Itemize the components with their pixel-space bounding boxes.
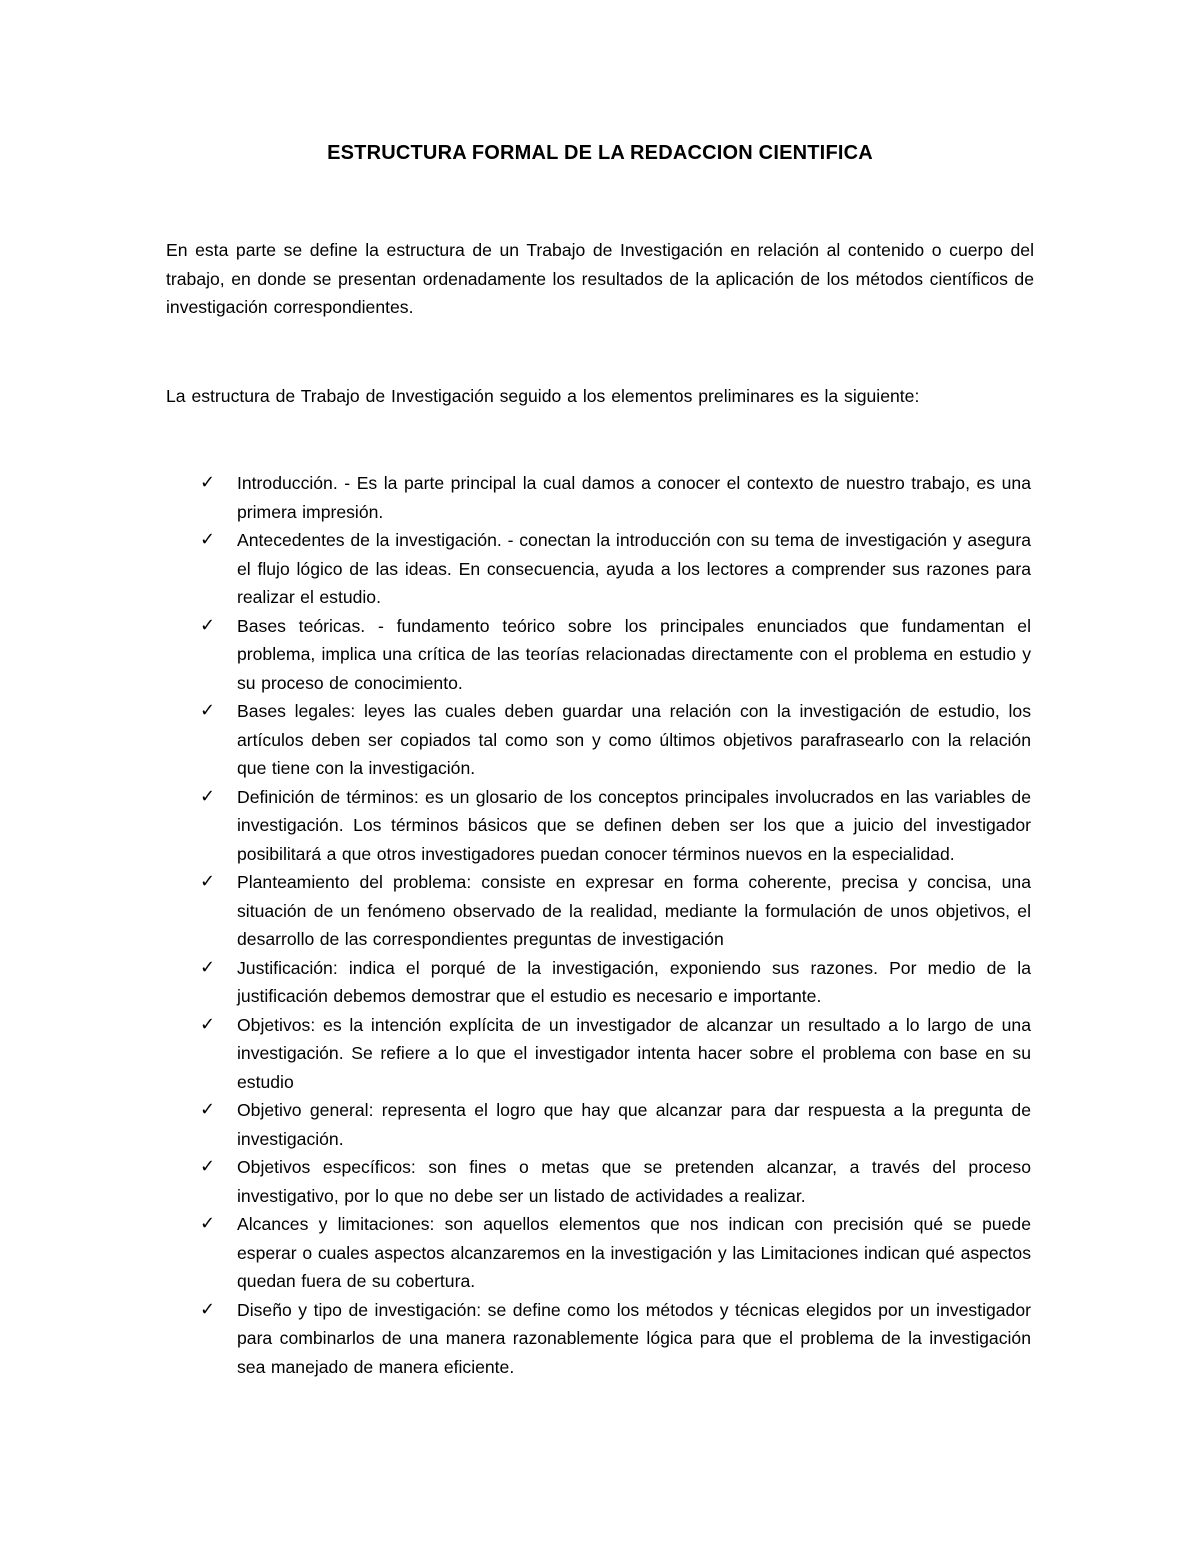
list-item — [0, 697, 1031, 783]
intro-paragraph: En esta parte se define la estructura de un Trabajo de Investigación en relación al contenido o cuerpo del trabajo, en donde se presentan ordenadamente los resultados de la aplicación de los métodos científicos de investigación correspondientes. — [166, 240, 1034, 317]
list-item — [0, 469, 1031, 526]
list-item — [0, 783, 1031, 869]
list-item-text: Bases legales: leyes las cuales deben guardar una relación con la investigación de estudio, los artículos deben ser copiados tal como son y como últimos objetivos parafrasearlo con la relación que tiene con la investigación. — [237, 701, 1031, 778]
list-item-text: Planteamiento del problema: consiste en expresar en forma coherente, precisa y concisa, una situación de un fenómeno observado de la realidad, mediante la formulación de unos objetivos, el desarrollo de las correspondientes preguntas de investigación — [237, 872, 1031, 949]
checkmark-icon: ✓ — [200, 1156, 216, 1177]
list-item-text: Definición de términos: es un glosario de los conceptos principales involucrados en las variables de investigación. Los términos básicos que se definen deben ser los que a juicio del investigador posibilitará a que otros investigadores puedan conocer términos nuevos en la especialidad. — [237, 786, 1031, 864]
checkmark-icon: ✓ — [200, 785, 216, 807]
checkmark-icon: ✓ — [200, 700, 216, 721]
list-item — [0, 612, 1031, 698]
list-item-text: Diseño y tipo de investigación: se define como los métodos y técnicas elegidos por un investigador para combinarlos de una manera razonablemente lógica para que el problema de la investigación sea manejado de manera eficiente. — [237, 1299, 1031, 1377]
list-item-text: Objetivos específicos: son fines o metas que se pretenden alcanzar, a través del proceso investigativo, por lo que no debe ser un listado de actividades a realizar. — [237, 1157, 1031, 1206]
checkmark-icon: ✓ — [200, 956, 216, 978]
checkmark-icon: ✓ — [200, 472, 216, 493]
checkmark-icon: ✓ — [200, 871, 216, 892]
list-item-text: Justificación: indica el porqué de la investigación, exponiendo sus razones. Por medio de la justificación debemos demostrar que el estudio es necesario e importante. — [237, 957, 1031, 1006]
list-item-text: Alcances y limitaciones: son aquellos elementos que nos indican con precisión qué se puede esperar o cuales aspectos alcanzaremos en la investigación y las Limitaciones indican qué aspectos quedan fuera de su cobertura. — [237, 1214, 1031, 1291]
checkmark-icon: ✓ — [200, 1298, 216, 1320]
list-item — [0, 868, 1031, 954]
list-item-text: Introducción. - Es la parte principal la cual damos a conocer el contexto de nuestro trabajo, es una primera impresión. — [237, 473, 1031, 522]
list-item — [0, 954, 1031, 1011]
structure-list — [0, 469, 1200, 1381]
list-item — [0, 1210, 1031, 1296]
list-item — [0, 1296, 1031, 1382]
checkmark-icon: ✓ — [200, 1099, 216, 1120]
checkmark-icon: ✓ — [200, 614, 216, 636]
list-item-text: Antecedentes de la investigación. - conectan la introducción con su tema de investigación y asegura el flujo lógico de las ideas. En consecuencia, ayuda a los lectores a comprender sus razones para realizar el estudio. — [237, 530, 1031, 607]
checkmark-icon: ✓ — [200, 1213, 216, 1234]
list-item — [0, 526, 1031, 612]
list-item-text: Bases teóricas. - fundamento teórico sobre los principales enunciados que fundamentan el problema, implica una crítica de las teorías relacionadas directamente con el problema en estudio y su proceso de conocimiento. — [237, 615, 1031, 693]
list-item-text: Objetivo general: representa el logro que hay que alcanzar para dar respuesta a la pregunta de investigación. — [237, 1100, 1031, 1149]
list-item — [0, 1096, 1031, 1153]
checkmark-icon: ✓ — [200, 529, 216, 550]
list-item-text: Objetivos: es la intención explícita de un investigador de alcanzar un resultado a lo largo de una investigación. Se refiere a lo que el investigador intenta hacer sobre el problema con base en su estudio — [237, 1014, 1031, 1092]
list-item — [0, 1011, 1031, 1097]
lead-paragraph: La estructura de Trabajo de Investigación seguido a los elementos preliminares es la siguiente: — [166, 386, 920, 406]
list-item — [0, 1153, 1031, 1210]
checkmark-icon: ✓ — [200, 1013, 216, 1035]
document-title: ESTRUCTURA FORMAL DE LA REDACCION CIENTIFICA — [327, 142, 873, 164]
